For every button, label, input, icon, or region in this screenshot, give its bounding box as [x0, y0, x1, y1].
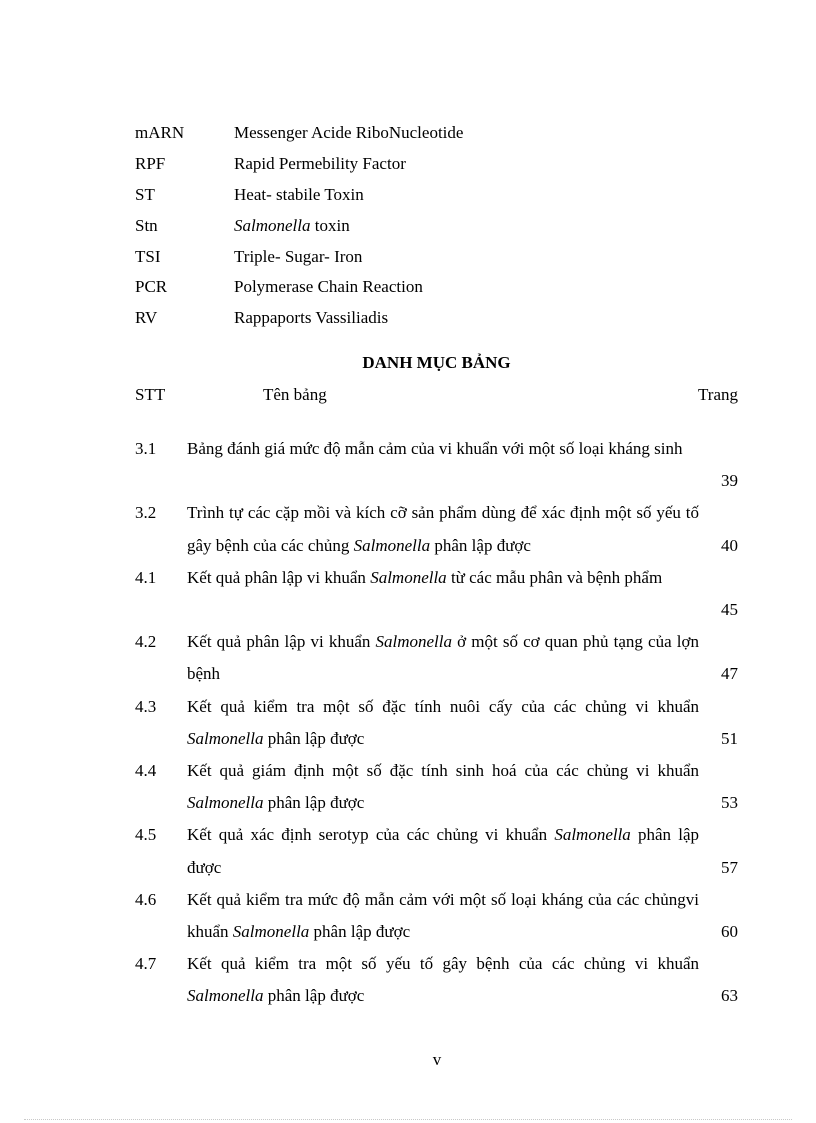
table-entry [135, 691, 738, 755]
entry-title: Kết quả kiểm tra một số đặc tính nuôi cấy của các chủng vi khuẩn Salmonella phân lập được [187, 696, 699, 748]
abbreviation-row [135, 241, 735, 272]
entry-title: Kết quả giám định một số đặc tính sinh hoá của các chủng vi khuẩn Salmonella phân lập được [187, 760, 699, 813]
abbreviation-meaning: Heat- stabile Toxin [234, 184, 364, 204]
table-header [135, 385, 738, 411]
abbreviation-code: Stn [135, 215, 158, 235]
abbreviation-row [135, 180, 735, 211]
abbreviation-code: mARN [135, 123, 185, 143]
entry-page: 45 [721, 599, 738, 619]
abbreviation-meaning: Polymerase Chain Reaction [234, 277, 423, 297]
entry-title: Kết quả xác định serotyp của các chủng vi khuẩn Salmonella phân lập được [187, 825, 699, 877]
entry-page: 63 [721, 986, 738, 1006]
table-entry [135, 948, 738, 1012]
header-page: Trang [698, 385, 738, 404]
entry-page: 40 [721, 535, 738, 555]
table-entry [135, 755, 738, 819]
abbreviation-meaning: Rapid Permebility Factor [234, 154, 406, 174]
entry-number: 4.3 [135, 696, 157, 716]
entry-number: 3.2 [135, 503, 157, 523]
abbreviation-row [135, 272, 735, 303]
entry-number: 4.4 [135, 760, 157, 780]
entry-number: 4.2 [135, 632, 157, 652]
abbreviation-meaning: Rappaports Vassiliadis [234, 308, 389, 328]
abbreviation-list [135, 118, 735, 334]
section-title: DANH MỤC BẢNG [362, 353, 511, 372]
entry-page: 60 [721, 921, 738, 941]
table-entry [135, 562, 738, 626]
abbreviation-code: RPF [135, 154, 166, 174]
table-list [135, 433, 738, 1013]
header-table-name: Tên bảng [263, 385, 327, 404]
abbreviation-row [135, 303, 735, 334]
table-entry [135, 819, 738, 883]
entry-number: 4.7 [135, 954, 157, 974]
abbreviation-code: TSI [135, 246, 161, 266]
entry-title: Kết quả phân lập vi khuẩn Salmonella từ các mẫu phân và bệnh phẩm [187, 567, 663, 587]
entry-title: Trình tự các cặp mồi và kích cỡ sản phẩm dùng để xác định một số yếu tố gây bệnh của các chủng Salmonella phân lập được [187, 503, 699, 555]
abbreviation-row [135, 210, 735, 241]
entry-page: 57 [721, 857, 738, 877]
table-entry [135, 497, 738, 561]
entry-page: 47 [721, 664, 738, 684]
entry-number: 4.5 [135, 825, 157, 845]
entry-title: Kết quả phân lập vi khuẩn Salmonella ở một số cơ quan phủ tạng của lợn bệnh [187, 632, 699, 684]
entry-number: 4.1 [135, 567, 157, 587]
abbreviation-code: RV [135, 308, 158, 328]
header-stt: STT [135, 385, 166, 404]
abbreviation-code: PCR [135, 277, 168, 297]
abbreviation-row [135, 149, 735, 180]
abbreviation-meaning: Triple- Sugar- Iron [234, 246, 363, 266]
page-number: v [432, 1050, 442, 1069]
entry-number: 4.6 [135, 889, 157, 909]
abbreviation-meaning: Messenger Acide RiboNucleotide [234, 123, 464, 143]
entry-title: Kết quả kiểm tra một số yếu tố gây bệnh của các chủng vi khuẩn Salmonella phân lập được [187, 954, 699, 1006]
entry-page: 53 [721, 793, 738, 813]
table-entry [135, 626, 738, 690]
abbreviation-meaning: Salmonella toxin [234, 215, 350, 235]
abbreviation-row [135, 118, 735, 149]
entry-page: 51 [721, 728, 738, 748]
table-entry [135, 884, 738, 948]
entry-page: 39 [721, 471, 738, 491]
entry-title: Bảng đánh giá mức độ mẫn cảm của vi khuẩn với một số loại kháng sinh [187, 439, 683, 458]
entry-number: 3.1 [135, 439, 157, 458]
table-entry [135, 433, 738, 497]
page-bottom-divider [24, 1119, 792, 1120]
abbreviation-code: ST [135, 184, 155, 204]
entry-title: Kết quả kiểm tra mức độ mẫn cảm với một số loại kháng của các chủngvi khuẩn Salmonella phân lập được [187, 889, 699, 941]
